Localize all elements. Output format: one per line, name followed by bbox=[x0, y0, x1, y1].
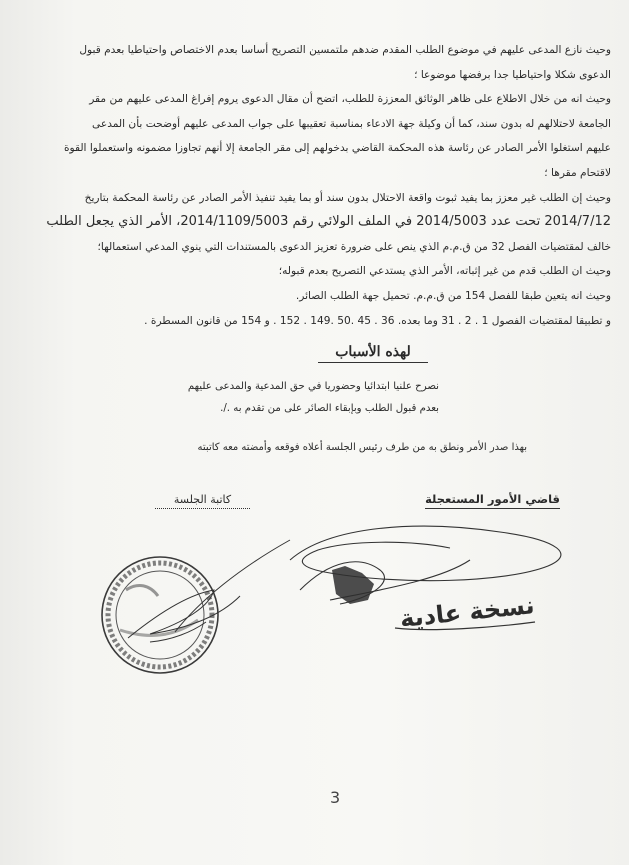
paragraph: عليهم استغلوا الأمر الصادر عن رئاسة هذه المحكمة القاضي بدخولهم إلى مقر الجامعة إلا أنهم تجاوزا مضمونه واستعملوا القوة bbox=[63, 142, 611, 155]
judge-title: قاضي الأمور المستعجلة bbox=[425, 492, 560, 509]
paragraph: وحيث انه يتعين طبقا للفصل 154 من ق.م.م. تحميل جهة الطلب الصائر. bbox=[295, 289, 611, 302]
closing-statement: بهذا صدر الأمر ونطق به من طرف رئيس الجلسة أعلاه فوقعه وأمضته معه كاتبته bbox=[197, 442, 527, 453]
page-number: 3 bbox=[330, 788, 341, 807]
ruling-line: نصرح علنيا ابتدائيا وحضوريا في حق المدعية والمدعى عليهم bbox=[187, 381, 439, 392]
paragraph: وحيث ان الطلب قدم من غير إثباته، الأمر الذي يستدعي التصريح بعدم قبوله؛ bbox=[278, 265, 611, 278]
paragraph: وحيث انه من خلال الاطلاع على ظاهر الوثائق المعززة للطلب، اتضح أن مقال الدعوى يروم إفراغ المدعى عليهم من مقر bbox=[89, 93, 611, 106]
paragraph: وحيث إن الطلب غير معزز بما يفيد ثبوت واقعة الاحتلال بدون سند أو بما يفيد تنفيذ الأمر الصادر عن رئاسة المحكمة بتاريخ bbox=[84, 191, 611, 204]
paragraph: وحيث نازع المدعى عليهم في موضوع الطلب المقدم ضدهم ملتمسين التصريح أساسا بعدم الاختصاص واحتياطيا بعدم قبول bbox=[79, 44, 611, 56]
paragraph: خالف لمقتضيات الفصل 32 من ق.م.م الذي ينص على ضرورة تعزيز الدعوى بالمستندات التي ينوي المدعي استعمالها؛ bbox=[97, 240, 611, 253]
ruling-line: بعدم قبول الطلب وبإبقاء الصائر على من تقدم به ./. bbox=[220, 403, 439, 414]
section-heading: لهذه الأسباب bbox=[318, 344, 428, 363]
paragraph: و تطبيقا لمقتضيات الفصول 1 . 2 . 31 وما بعده. 36 . 45 .50 .149 . 152 . و 154 من قانون المسطرة . bbox=[144, 314, 611, 327]
paragraph: 2014/7/12 تحت عدد 2014/5003 في الملف الولائي رقم 2014/1109/5003، الأمر الذي يجعل الطلب bbox=[46, 214, 611, 230]
paragraph: لاقتحام مقرها ؛ bbox=[544, 166, 611, 179]
clerk-title: كاتبة الجلسة bbox=[155, 493, 250, 509]
paragraph: الجامعة لاحتلالهم له بدون سند، كما أن وكيلة جهة الادعاء بمناسبة تعقيبها على جواب المدعى عليهم أوضحت بأن المدعى bbox=[92, 117, 611, 130]
court-seal bbox=[102, 557, 218, 673]
paragraph: الدعوى شكلا واحتياطيا جدا برفضها موضوعا ؛ bbox=[414, 68, 611, 81]
stamp-text: نسخة عادية bbox=[398, 591, 536, 634]
